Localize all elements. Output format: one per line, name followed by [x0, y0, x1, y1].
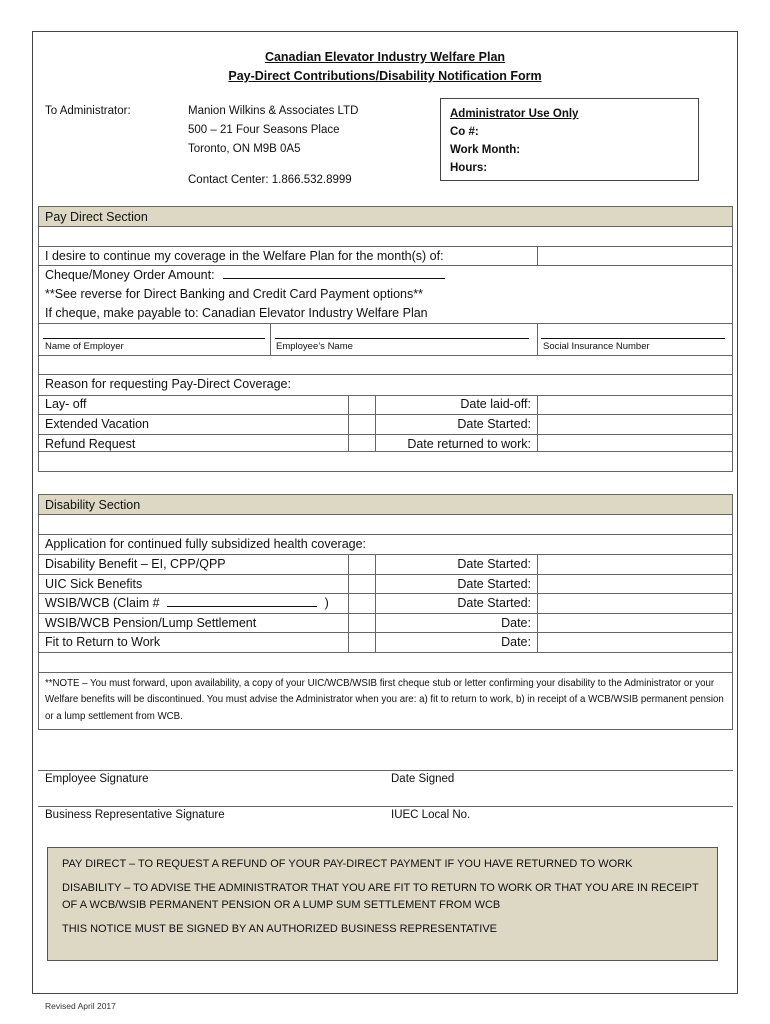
employer-name-label: Name of Employer	[45, 341, 124, 352]
disability-fit-label: Fit to Return to Work	[45, 635, 161, 649]
date-signed-label: Date Signed	[391, 773, 455, 785]
date-label: Date:	[501, 635, 531, 649]
cheque-block	[39, 266, 732, 324]
admin-use-heading: Administrator Use Only	[450, 108, 579, 120]
cheque-amount-label: Cheque/Money Order Amount:	[45, 268, 215, 282]
reason-row-vacation	[39, 414, 732, 435]
employer-name-line[interactable]	[43, 338, 265, 339]
date-started-label: Date Started:	[457, 596, 531, 610]
disability-block	[39, 535, 732, 653]
admin-work-month-field[interactable]: Work Month:	[450, 144, 521, 156]
notice-box	[47, 847, 718, 961]
employee-name-label: Employee’s Name	[276, 341, 353, 352]
signature-line[interactable]	[38, 770, 733, 771]
sin-label: Social Insurance Number	[543, 341, 650, 352]
date-returned-label: Date returned to work:	[407, 436, 531, 451]
blank-row	[39, 227, 732, 247]
reason-row-refund	[39, 434, 732, 455]
names-row	[39, 324, 732, 356]
date-started-label: Date Started:	[457, 417, 531, 431]
divider	[537, 324, 538, 356]
disability-heading: Disability Section	[39, 495, 732, 515]
reason-refund-label: Refund Request	[45, 436, 136, 451]
reason-block	[39, 375, 732, 452]
admin-use-box	[440, 98, 699, 181]
coverage-row	[39, 247, 732, 267]
blank-row	[39, 452, 732, 471]
disability-ei-label: Disability Benefit – EI, CPP/QPP	[45, 557, 226, 571]
to-administrator-label: To Administrator:	[45, 105, 131, 117]
cheque-amount-field[interactable]	[223, 266, 445, 279]
disability-row-pension	[39, 613, 732, 634]
date-laid-off-label: Date laid-off:	[460, 396, 531, 411]
disability-row-ei	[39, 554, 732, 575]
address-block	[188, 102, 358, 159]
blank-row	[39, 515, 732, 535]
disability-section	[38, 494, 733, 730]
notice-pay-direct: PAY DIRECT – TO REQUEST A REFUND OF YOUR PAY-DIRECT PAYMENT IF YOU HAVE RETURNED TO WORK	[62, 858, 633, 870]
reason-row-layoff	[39, 395, 732, 415]
address-line-2: 500 – 21 Four Seasons Place	[188, 124, 340, 136]
date-started-label: Date Started:	[457, 557, 531, 571]
claim-number-field[interactable]	[167, 594, 317, 607]
form-title: Canadian Elevator Industry Welfare Plan	[264, 50, 506, 64]
coverage-months-field[interactable]	[537, 247, 732, 266]
reason-vacation-label: Extended Vacation	[45, 417, 150, 431]
date-label: Date:	[501, 615, 531, 630]
local-no-label: IUEC Local No.	[391, 809, 471, 821]
divider	[270, 324, 271, 356]
address-line-3: Toronto, ON M9B 0A5	[188, 143, 301, 155]
reason-heading: Reason for requesting Pay-Direct Coverage:	[45, 377, 291, 391]
disability-pension-label: WSIB/WCB Pension/Lump Settlement	[45, 615, 257, 630]
note-text: **NOTE – You must forward, upon availability, a copy of your UIC/WCB/WSIB first cheque stub or letter confirming your disability to the Administrator or your Welfare benefits will be discontinued. You must advise the Administrator when you are: a) fit to return to work, b) in receipt of a WCB/WSIB permanent pension or a lump settlement from WCB.	[45, 677, 724, 722]
address-line-1: Manion Wilkins & Associates LTD	[188, 105, 359, 117]
see-reverse-text: **See reverse for Direct Banking and Credit Card Payment options**	[45, 287, 423, 301]
revised-date: Revised April 2017	[45, 1001, 116, 1011]
disability-row-uic	[39, 574, 732, 595]
notice-signed: THIS NOTICE MUST BE SIGNED BY AN AUTHORIZED BUSINESS REPRESENTATIVE	[62, 923, 497, 935]
disability-uic-label: UIC Sick Benefits	[45, 576, 143, 591]
form-subtitle: Pay-Direct Contributions/Disability Notification Form	[228, 69, 542, 83]
date-started-label: Date Started:	[457, 576, 531, 591]
pay-direct-section	[38, 206, 733, 472]
employee-name-line[interactable]	[275, 338, 529, 339]
application-text: Application for continued fully subsidized health coverage:	[45, 536, 367, 551]
signature-line[interactable]	[38, 806, 733, 807]
business-rep-signature-label: Business Representative Signature	[45, 809, 225, 821]
pay-direct-heading: Pay Direct Section	[39, 207, 732, 227]
payable-to-text: If cheque, make payable to: Canadian Elevator Industry Welfare Plan	[45, 306, 428, 320]
disability-row-fit	[39, 632, 732, 653]
admin-co-field[interactable]: Co #:	[450, 126, 479, 138]
disability-wsib-label: WSIB/WCB (Claim #	[45, 596, 160, 610]
sin-line[interactable]	[541, 338, 725, 339]
employee-signature-label: Employee Signature	[45, 773, 149, 785]
coverage-text: I desire to continue my coverage in the Welfare Plan for the month(s) of:	[45, 248, 444, 263]
disability-row-wsib	[39, 593, 732, 614]
blank-row	[39, 356, 732, 375]
admin-hours-field[interactable]: Hours:	[450, 162, 488, 174]
contact-center: Contact Center: 1.866.532.8999	[188, 174, 352, 186]
reason-layoff-label: Lay- off	[45, 396, 87, 411]
blank-row	[39, 653, 732, 673]
claim-close-paren: )	[324, 596, 329, 610]
notice-disability: DISABILITY – TO ADVISE THE ADMINISTRATOR THAT YOU ARE FIT TO RETURN TO WORK OR THAT YOU ARE IN RECEIPT OF A WCB/WSIB PERMANENT PENSION OR A LUMP SUM SETTLEMENT FROM WCB	[62, 882, 699, 911]
